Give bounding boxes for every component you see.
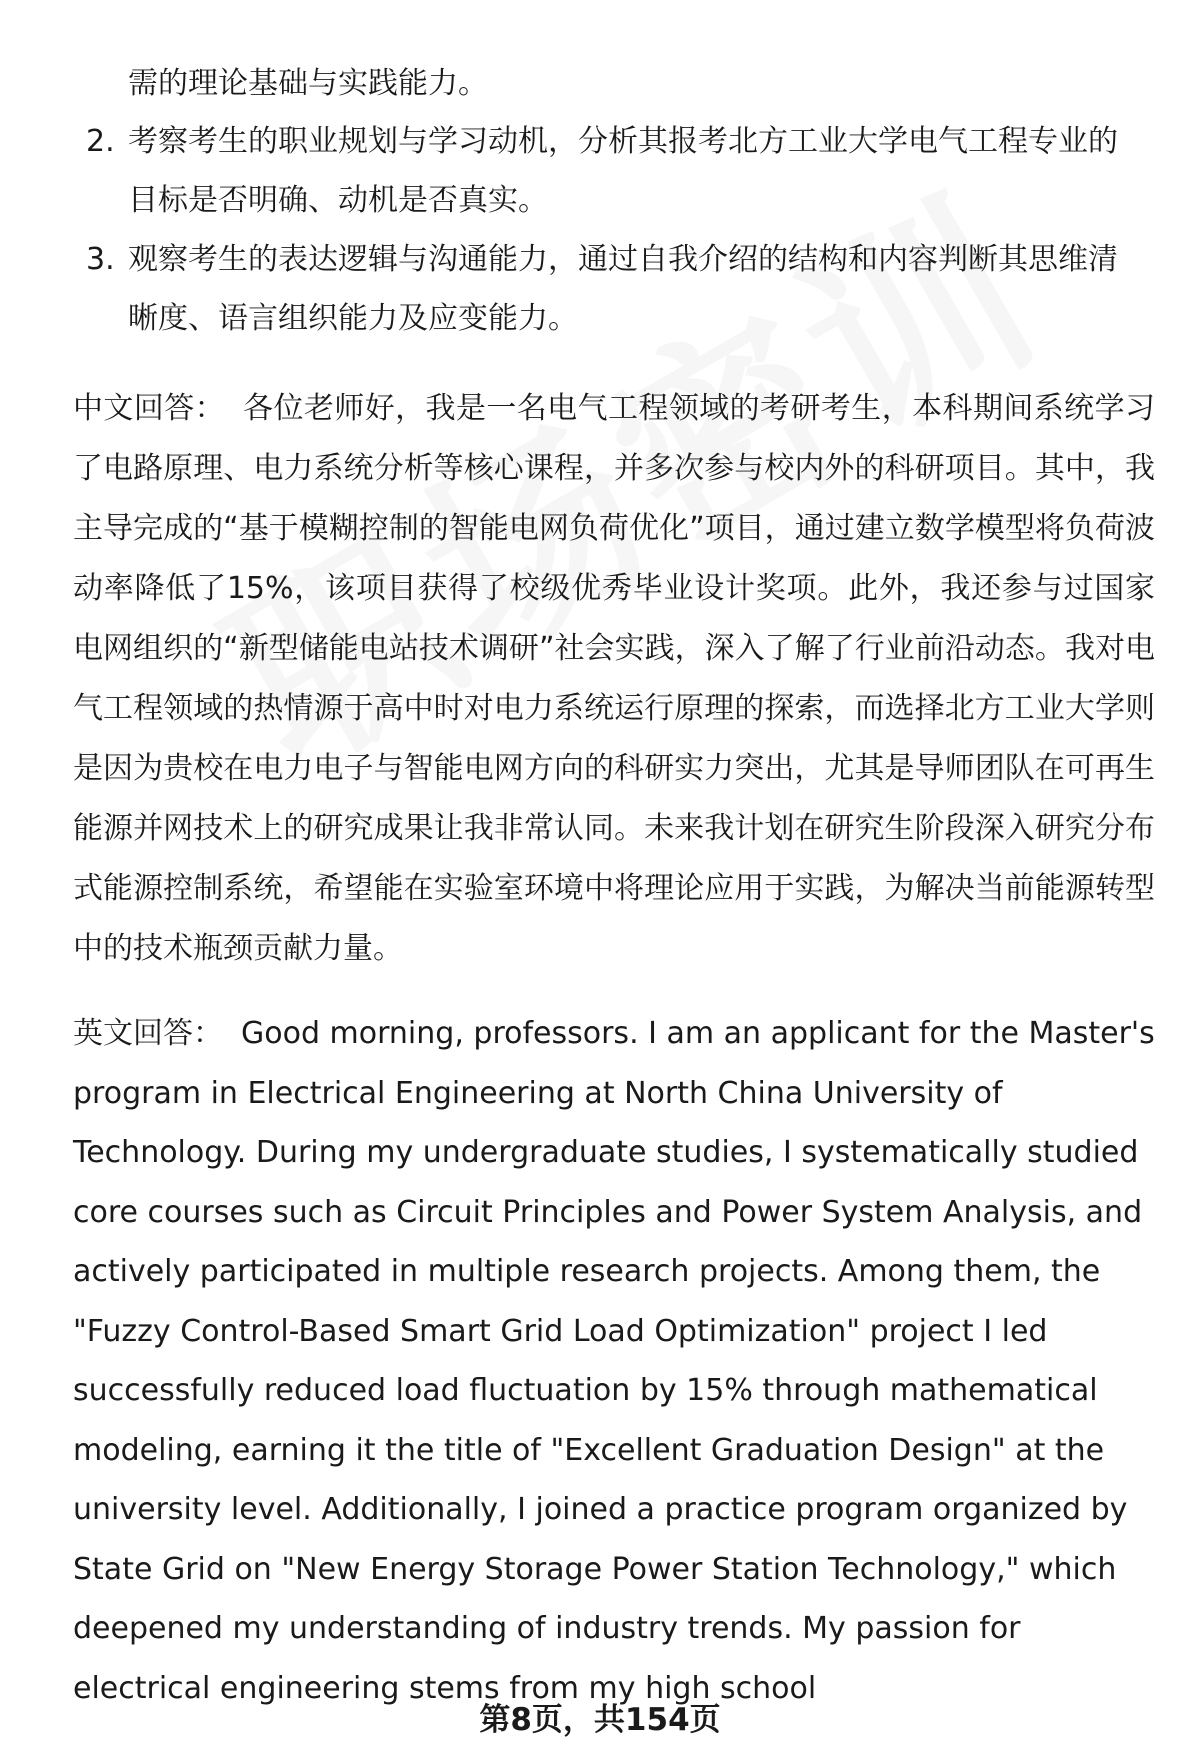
list-item-text: 考察考生的职业规划与学习动机，分析其报考北方工业大学电气工程专业的目标是否明确、动机是否真实。 xyxy=(128,124,1118,218)
chinese-answer xyxy=(73,379,1155,979)
list-item xyxy=(86,230,1146,348)
evaluation-list xyxy=(86,112,1146,348)
english-answer xyxy=(73,1004,1163,1718)
continuation-text: 需的理论基础与实践能力。 xyxy=(128,66,488,101)
page-footer: 第8页，共154页 xyxy=(479,1702,721,1738)
list-item xyxy=(86,112,1146,230)
list-number: 3. xyxy=(86,242,115,277)
chinese-answer-label: 中文回答： xyxy=(73,391,226,426)
english-answer-text: Good morning, professors. I am an applicant for the Master's program in Electrical Engineering at North China University of Technology. During my undergraduate studies, I systematically studied core courses such as Circuit Principles and Power System Analysis, and actively participated in multiple research projects. Among them, the "Fuzzy Control-Based Smart Grid Load Optimization" project I led successfully reduced load fluctuation by 15% through mathematical modeling, earning it the title of "Excellent Graduation Design" at the university level. Additionally, I joined a practice program organized by State Grid on "New Energy Storage Power Station Technology," which deepened my understanding of industry trends. My passion for electrical engineering stems from my high school xyxy=(73,1016,1155,1706)
english-answer-label: 英文回答： xyxy=(73,1016,223,1051)
list-number: 2. xyxy=(86,124,115,159)
chinese-answer-text: 各位老师好，我是一名电气工程领域的考研考生，本科期间系统学习了电路原理、电力系统分析等核心课程，并多次参与校内外的科研项目。其中，我主导完成的“基于模糊控制的智能电网负荷优化”项目，通过建立数学模型将负荷波动率降低了15%，该项目获得了校级优秀毕业设计奖项。此外，我还参与过国家电网组织的“新型储能电站技术调研”社会实践，深入了解了行业前沿动态。我对电气工程领域的热情源于高中时对电力系统运行原理的探索，而选择北方工业大学则是因为贵校在电力电子与智能电网方向的科研实力突出，尤其是导师团队在可再生能源并网技术上的研究成果让我非常认同。未来我计划在研究生阶段深入研究分布式能源控制系统，希望能在实验室环境中将理论应用于实践，为解决当前能源转型中的技术瓶颈贡献力量。 xyxy=(73,391,1156,966)
list-item-text: 观察考生的表达逻辑与沟通能力，通过自我介绍的结构和内容判断其思维清晰度、语言组织能力及应变能力。 xyxy=(128,242,1118,336)
